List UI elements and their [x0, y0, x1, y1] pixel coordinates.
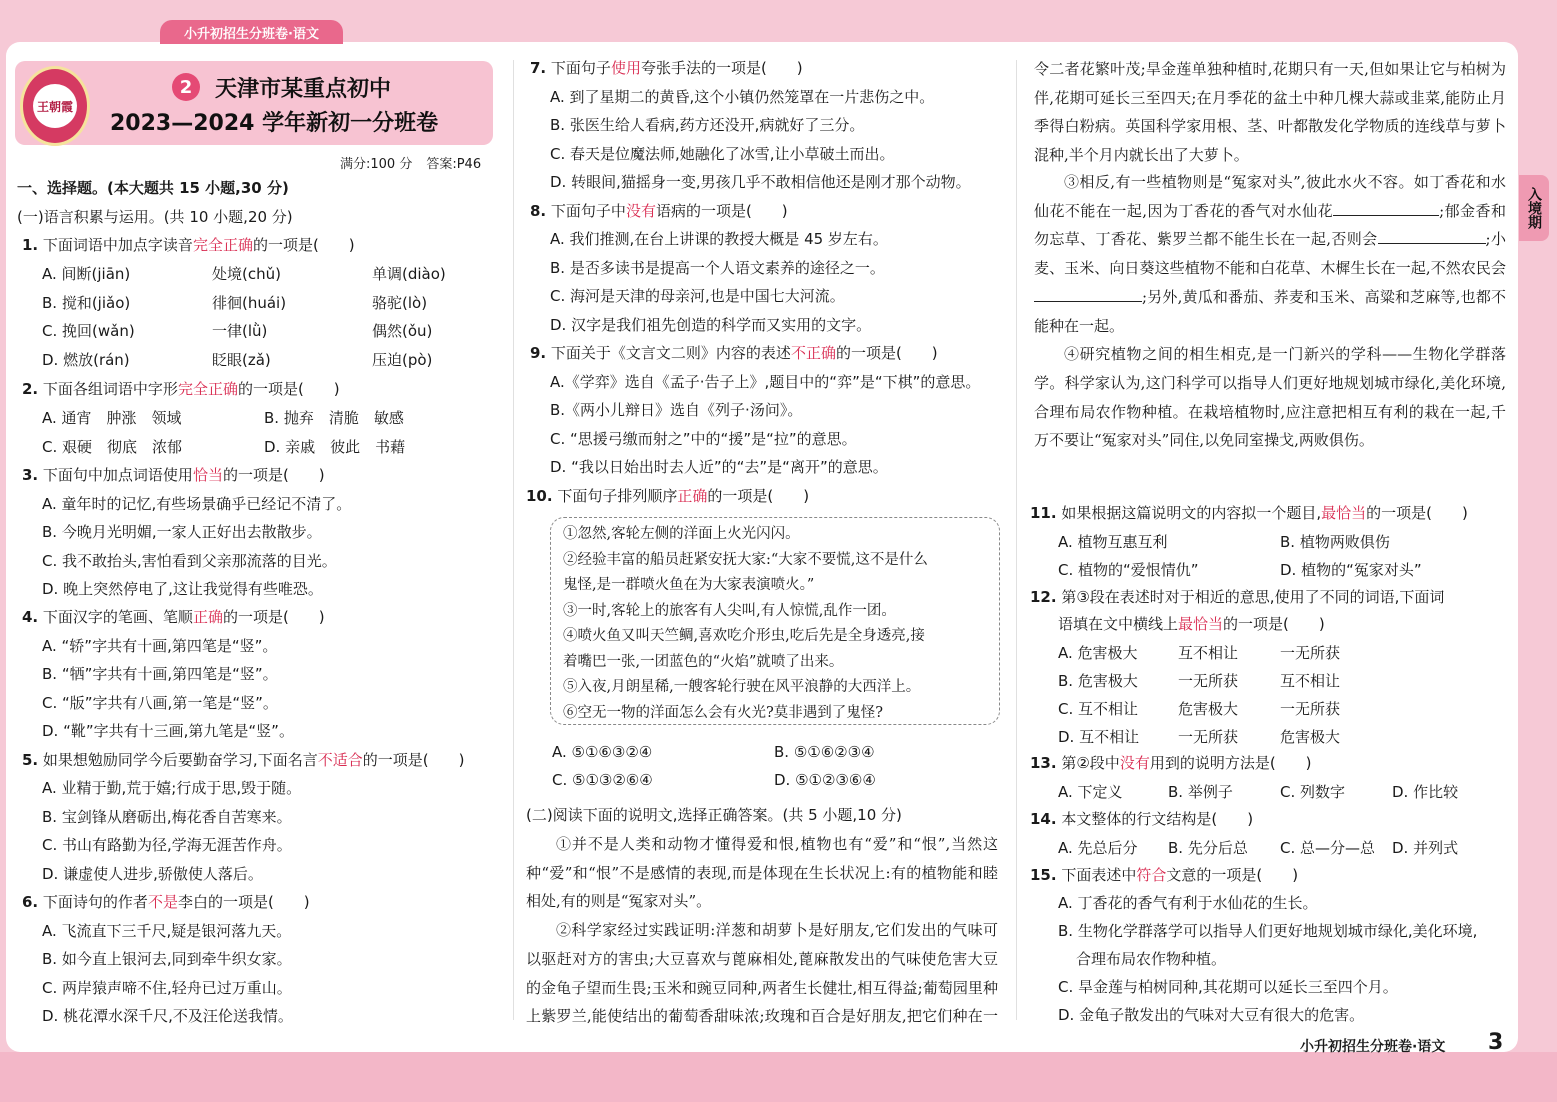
option: D. 晚上突然停电了,这让我觉得有些唯恐。	[42, 580, 323, 598]
q-text: 如果想勉励同学今后要勤奋学习,下面名言	[42, 751, 318, 769]
answer-page: 答案:P46	[426, 157, 482, 172]
sentence: 着嘴巴一张,一团蓝色的“火焰”就喷了出来。	[563, 653, 844, 670]
option: B. ⑤①⑥②③④	[774, 743, 875, 761]
blank-1[interactable]	[1333, 199, 1403, 216]
q-num: 15.	[1030, 866, 1057, 884]
column-divider	[1016, 60, 1017, 1020]
option: 互不相让	[1178, 644, 1239, 662]
q-text: 语填在文中横线上	[1058, 615, 1179, 633]
q-text: 的一项是( )	[1223, 615, 1325, 633]
q-text: 的一项是( )	[707, 487, 810, 505]
q-highlight: 没有	[625, 202, 656, 220]
exam-title-line2: 2023—2024 学年新初一分班卷	[110, 111, 439, 136]
option: B. 今晚月光明媚,一家人正好出去散散步。	[42, 523, 322, 541]
option: D. 谦虚使人进步,骄傲使人落后。	[42, 865, 263, 883]
option: 危害极大	[1178, 700, 1239, 718]
option: A. 下定义	[1058, 783, 1123, 801]
q-text: 语病的一项是( )	[655, 202, 788, 220]
sentence: ⑥空无一物的洋面怎么会有火光?莫非遇到了鬼怪?	[563, 704, 884, 721]
option: C. 列数字	[1280, 783, 1346, 801]
q-text: 的一项是( )	[835, 344, 938, 362]
q-text: 用到的说明方法是( )	[1149, 754, 1312, 772]
q-highlight: 不是	[147, 893, 178, 911]
option: B. 先分后总	[1168, 839, 1248, 857]
q-text: 下面句子中	[550, 202, 626, 220]
option: A. 到了星期二的黄昏,这个小镇仍然笼罩在一片悲伤之中。	[550, 88, 935, 106]
footer-label: 小升初招生分班卷·语文	[1300, 1039, 1446, 1055]
option: D. 燃放(rán)	[42, 351, 130, 370]
option: 一无所获	[1178, 672, 1239, 690]
option: 一律(lǜ)	[212, 322, 268, 341]
option: A. 先总后分	[1058, 839, 1138, 857]
question-4	[22, 607, 325, 627]
sentence: ②经验丰富的船员赶紧安抚大家:“大家不要慌,这不是什么	[563, 551, 928, 568]
q12-options	[1058, 643, 1390, 747]
q-highlight: 最恰当	[1178, 615, 1224, 633]
bottom-band	[0, 1052, 1557, 1102]
logo-text: 王朝霞	[33, 84, 77, 128]
q-num: 5.	[22, 751, 39, 769]
p3-text: ;另外,黄瓜和番茄、荞麦和玉米、高粱和芝麻等,也都不能种在一起。	[1034, 287, 1506, 335]
question-11	[1030, 503, 1468, 523]
q-num: 12.	[1030, 588, 1057, 606]
q-text: 下面诗句的作者	[42, 893, 148, 911]
blank-1-cont[interactable]	[1403, 199, 1439, 216]
section1-sub: (一)语言积累与运用。(共 10 小题,20 分)	[17, 208, 293, 226]
option: D. 转眼间,猫摇身一变,男孩几乎不敢相信他还是刚才那个动物。	[550, 173, 971, 191]
q-text: 李白的一项是( )	[177, 893, 310, 911]
option: A. 植物互惠互利	[1058, 533, 1168, 551]
option: C. ⑤①③②⑥④	[552, 771, 653, 789]
q-num: 7.	[530, 59, 547, 77]
q-highlight: 不正确	[790, 344, 836, 362]
exam-number: 2	[172, 73, 200, 101]
option: B. 植物两败俱伤	[1280, 533, 1390, 551]
option: B. 搅和(jiǎo)	[42, 293, 131, 312]
q13-options	[1058, 782, 1502, 802]
option: A. 间断(jiān)	[42, 265, 131, 283]
option: D. “我以日始出时去人近”的“去”是“离开”的意思。	[550, 458, 888, 476]
option: 徘徊(huái)	[212, 293, 287, 312]
option: A. 丁香花的香气有利于水仙花的生长。	[1058, 894, 1318, 912]
q-highlight: 完全正确	[192, 236, 253, 254]
q-text: 下面各组词语中字形	[42, 380, 178, 398]
option: A.《学弈》选自《孟子·告子上》,题目中的“弈”是“下棋”的意思。	[550, 373, 981, 391]
question-13	[1030, 753, 1312, 773]
column-divider	[513, 60, 514, 1020]
option: B. 宝剑锋从磨砺出,梅花香自苦寒来。	[42, 808, 292, 826]
q-highlight: 最恰当	[1321, 504, 1367, 522]
option: A. 危害极大	[1058, 644, 1138, 662]
option: A. 童年时的记忆,有些场景确乎已经记不清了。	[42, 495, 352, 513]
option: A. 业精于勤,荒于嬉;行成于思,毁于随。	[42, 779, 302, 797]
blank-2[interactable]	[1378, 227, 1486, 244]
q-text: 下面表述中	[1061, 866, 1137, 884]
question-2	[22, 379, 340, 399]
option: A. 通宵 肿涨 领域	[42, 409, 182, 427]
option: 一无所获	[1280, 700, 1341, 718]
q10-options	[552, 742, 994, 790]
option: 合理布局农作物种植。	[1076, 950, 1227, 968]
option: B.《两小儿辩日》选自《列子·汤问》。	[550, 401, 803, 419]
option: D. 并列式	[1392, 839, 1459, 857]
option: 压迫(pò)	[372, 351, 433, 370]
page-number: 3	[1488, 1030, 1504, 1055]
q-num: 6.	[22, 893, 39, 911]
section1-heading: 一、选择题。(本大题共 15 小题,30 分)	[17, 179, 289, 197]
section2-heading: (二)阅读下面的说明文,选择正确答案。(共 5 小题,10 分)	[526, 806, 902, 824]
option: D. “靴”字共有十三画,第九笔是“竖”。	[42, 722, 294, 740]
option: B. 如今直上银河去,同到牵牛织女家。	[42, 950, 292, 968]
option: D. 互不相让	[1058, 728, 1140, 746]
option: 骆驼(lò)	[372, 293, 428, 312]
q-highlight: 符合	[1136, 866, 1167, 884]
paragraph-4: ④研究植物之间的相生相克,是一门新兴的学科——生物化学群落学。科学家认为,这门科学可以指导人们更好地规划城市绿化,美化环境,合理布局农作物种植。在栽培植物时,应注意把相互有利的栽在一起,千万不要让“冤家对头”同住,以免同室操戈,两败俱伤。	[1034, 345, 1506, 450]
option: B. 抛弃 清脆 敏感	[264, 409, 404, 427]
question-9	[530, 343, 938, 363]
sentence: ③一时,客轮上的旅客有人尖叫,有人惊慌,乱作一团。	[563, 602, 896, 619]
option: C. 艰硬 彻底 浓郁	[42, 437, 183, 456]
question-12	[1030, 587, 1444, 607]
option: B. 危害极大	[1058, 672, 1138, 690]
q-text: 的一项是( )	[362, 751, 465, 769]
exam-title-line1: 天津市某重点初中	[215, 77, 392, 102]
q-text: 下面句子排列顺序	[557, 487, 678, 505]
passage-column-middle	[526, 830, 998, 1030]
question-5	[22, 750, 464, 770]
q-text: 下面词语中加点字读音	[42, 236, 193, 254]
option: C. “思援弓缴而射之”中的“援”是“拉”的意思。	[550, 430, 857, 448]
q-num: 11.	[1030, 504, 1057, 522]
option: 单调(diào)	[372, 265, 446, 283]
paragraph-3	[1034, 168, 1506, 340]
q-num: 8.	[530, 202, 547, 220]
sentence-box-text	[563, 522, 991, 726]
q-num: 13.	[1030, 754, 1057, 772]
q-highlight: 正确	[192, 608, 223, 626]
question-8	[530, 201, 788, 221]
option: C. 总—分—总	[1280, 839, 1376, 857]
question-15	[1030, 865, 1298, 885]
option: D. 金龟子散发出的气味对大豆有很大的危害。	[1058, 1006, 1365, 1024]
q-text: 的一项是( )	[222, 608, 325, 626]
q14-options	[1058, 838, 1502, 858]
q-text: 下面汉字的笔画、笔顺	[42, 608, 193, 626]
q1-options	[42, 264, 522, 370]
q-text: 如果根据这篇说明文的内容拟一个题目,	[1061, 504, 1322, 522]
option: 一无所获	[1178, 728, 1239, 746]
question-1	[22, 235, 355, 255]
q-text: 第②段中	[1061, 754, 1120, 772]
side-tab: 入境期	[1519, 175, 1549, 241]
q-text: 下面关于《文言文二则》内容的表述	[550, 344, 791, 362]
option: C. 旱金莲与柏树同种,其花期可以延长三至四个月。	[1058, 978, 1398, 996]
q-num: 14.	[1030, 810, 1057, 828]
option: C. 海河是天津的母亲河,也是中国七大河流。	[550, 287, 845, 305]
q-text: 文意的一项是( )	[1166, 866, 1299, 884]
option: B. 是否多读书是提高一个人语文素养的途径之一。	[550, 259, 885, 277]
q-highlight: 正确	[677, 487, 708, 505]
option: B. 举例子	[1168, 783, 1233, 801]
option: 互不相让	[1280, 672, 1341, 690]
full-score: 满分:100 分	[340, 157, 413, 172]
paragraph-2-tail-text: 令二者花繁叶茂;旱金莲单独种植时,花期只有一天,但如果让它与柏树为伴,花期可延长三至四天;在月季花的盆土中种几棵大蒜或韭菜,能防止月季得白粉病。英国科学家用根、茎、叶都散发化学物质的连线草与萝卜混种,半个月内就长出了大萝卜。	[1034, 59, 1506, 164]
p3-text: ;郁金香和勿忘草、丁香花、紫罗兰都不能生长在一起,否则会	[1034, 201, 1506, 249]
option: D. 亲戚 彼此 书藉	[264, 437, 406, 456]
option: D. 植物的“冤家对头”	[1280, 561, 1422, 579]
score-info	[340, 153, 495, 172]
option: 处境(chǔ)	[212, 265, 281, 283]
option: C. 两岸猿声啼不住,轻舟已过万重山。	[42, 979, 292, 997]
paragraph-2-tail	[1034, 54, 1506, 168]
option: 偶然(ǒu)	[372, 322, 433, 341]
option: D. 桃花潭水深千尺,不及汪伦送我情。	[42, 1007, 293, 1025]
q-highlight: 没有	[1119, 754, 1150, 772]
option: B. 生物化学群落学可以指导人们更好地规划城市绿化,美化环境,	[1058, 922, 1478, 940]
q-text: 的一项是( )	[237, 380, 340, 398]
q-highlight: 使用	[610, 59, 641, 77]
question-12-line2	[1058, 614, 1325, 634]
q-highlight: 不适合	[317, 751, 363, 769]
sentence: ④喷火鱼又叫天竺鲷,喜欢吃介形虫,吃后先是全身透亮,接	[563, 628, 925, 644]
option: D. 作比较	[1392, 783, 1459, 801]
q-text: 的一项是( )	[252, 236, 355, 254]
paragraph-1: ①并不是人类和动物才懂得爱和恨,植物也有“爱”和“恨”,当然这种“爱”和“恨”不是感情的表现,而是体现在生长状况上:有的植物能和睦相处,有的则是“冤家对头”。	[526, 835, 998, 911]
p3-text: ;小麦、玉米、向日葵这些植物不能和白花草、木樨生长在一起,不然农民会	[1034, 230, 1506, 278]
q-text: 的一项是( )	[1366, 504, 1468, 522]
question-10	[526, 486, 809, 506]
q-text: 的一项是( )	[222, 466, 325, 484]
option: B. “牺”字共有十画,第四笔是“竖”。	[42, 665, 278, 683]
option: C. 我不敢抬头,害怕看到父亲那流落的目光。	[42, 552, 337, 570]
sentence: 鬼怪,是一群喷火鱼在为大家表演喷火。”	[563, 577, 815, 593]
question-7	[530, 58, 803, 78]
q-num: 4.	[22, 608, 39, 626]
option: 眨眼(zǎ)	[212, 351, 271, 370]
option: C. 挽回(wǎn)	[42, 322, 135, 341]
header-tab: 小升初招生分班卷·语文	[160, 20, 343, 44]
option: A. 飞流直下三千尺,疑是银河落九天。	[42, 922, 292, 940]
q-num: 1.	[22, 236, 39, 254]
paragraph-2: ②科学家经过实践证明:洋葱和胡萝卜是好朋友,它们发出的气味可以驱赶对方的害虫;大豆喜欢与蓖麻相处,蓖麻散发出的气味使危害大豆的金龟子望而生畏;玉米和豌豆同种,两者生长健壮,相互得益;葡萄园里种上紫罗兰,能使结出的葡萄香甜味浓;玫瑰和百合是好朋友,把它们种在一	[526, 921, 998, 1026]
option: C. 互不相让	[1058, 700, 1139, 718]
option: C. 植物的“爱恨情仇”	[1058, 561, 1199, 579]
passage-column-right	[1034, 54, 1506, 455]
q-text: 下面句子	[550, 59, 611, 77]
q-num: 9.	[530, 344, 547, 362]
option: B. 张医生给人看病,药方还没开,病就好了三分。	[550, 116, 865, 134]
option: A. “轿”字共有十画,第四笔是“竖”。	[42, 637, 278, 655]
question-14	[1030, 809, 1253, 829]
logo-seal	[20, 66, 90, 146]
q-num: 10.	[526, 487, 553, 505]
option: 危害极大	[1280, 728, 1341, 746]
question-6	[22, 892, 310, 912]
q-text: 下面句中加点词语使用	[42, 466, 193, 484]
option: C. “版”字共有八画,第一笔是“竖”。	[42, 694, 278, 712]
q-num: 2.	[22, 380, 39, 398]
blank-3[interactable]	[1034, 285, 1142, 302]
sentence: ⑤入夜,月朗星稀,一艘客轮行驶在风平浪静的大西洋上。	[563, 679, 921, 695]
q2-options	[42, 408, 494, 457]
option: 一无所获	[1280, 644, 1341, 662]
q-text: 第③段在表述时对于相近的意思,使用了不同的词语,下面词	[1061, 588, 1445, 606]
q-text: 夸张手法的一项是( )	[640, 59, 803, 77]
option: A. ⑤①⑥③②④	[552, 743, 653, 761]
p3-text: ③相反,有一些植物则是“冤家对头”,彼此水火不容。如丁香花和水仙花不能在一起,因为丁香花的香气对水仙花	[1034, 173, 1506, 220]
question-3	[22, 465, 325, 485]
option: C. 书山有路勤为径,学海无涯苦作舟。	[42, 836, 292, 854]
q-text: 本文整体的行文结构是( )	[1061, 810, 1254, 828]
q11-options	[1058, 532, 1500, 580]
option: C. 春天是位魔法师,她融化了冰雪,让小草破土而出。	[550, 145, 895, 163]
option: A. 我们推测,在台上讲课的教授大概是 45 岁左右。	[550, 230, 888, 248]
q-highlight: 恰当	[192, 466, 223, 484]
q-num: 3.	[22, 466, 39, 484]
sentence: ①忽然,客轮左侧的洋面上火光闪闪。	[563, 526, 800, 542]
option: D. ⑤①②③⑥④	[774, 771, 876, 789]
q-highlight: 完全正确	[177, 380, 238, 398]
option: D. 汉字是我们祖先创造的科学而又实用的文字。	[550, 316, 872, 334]
